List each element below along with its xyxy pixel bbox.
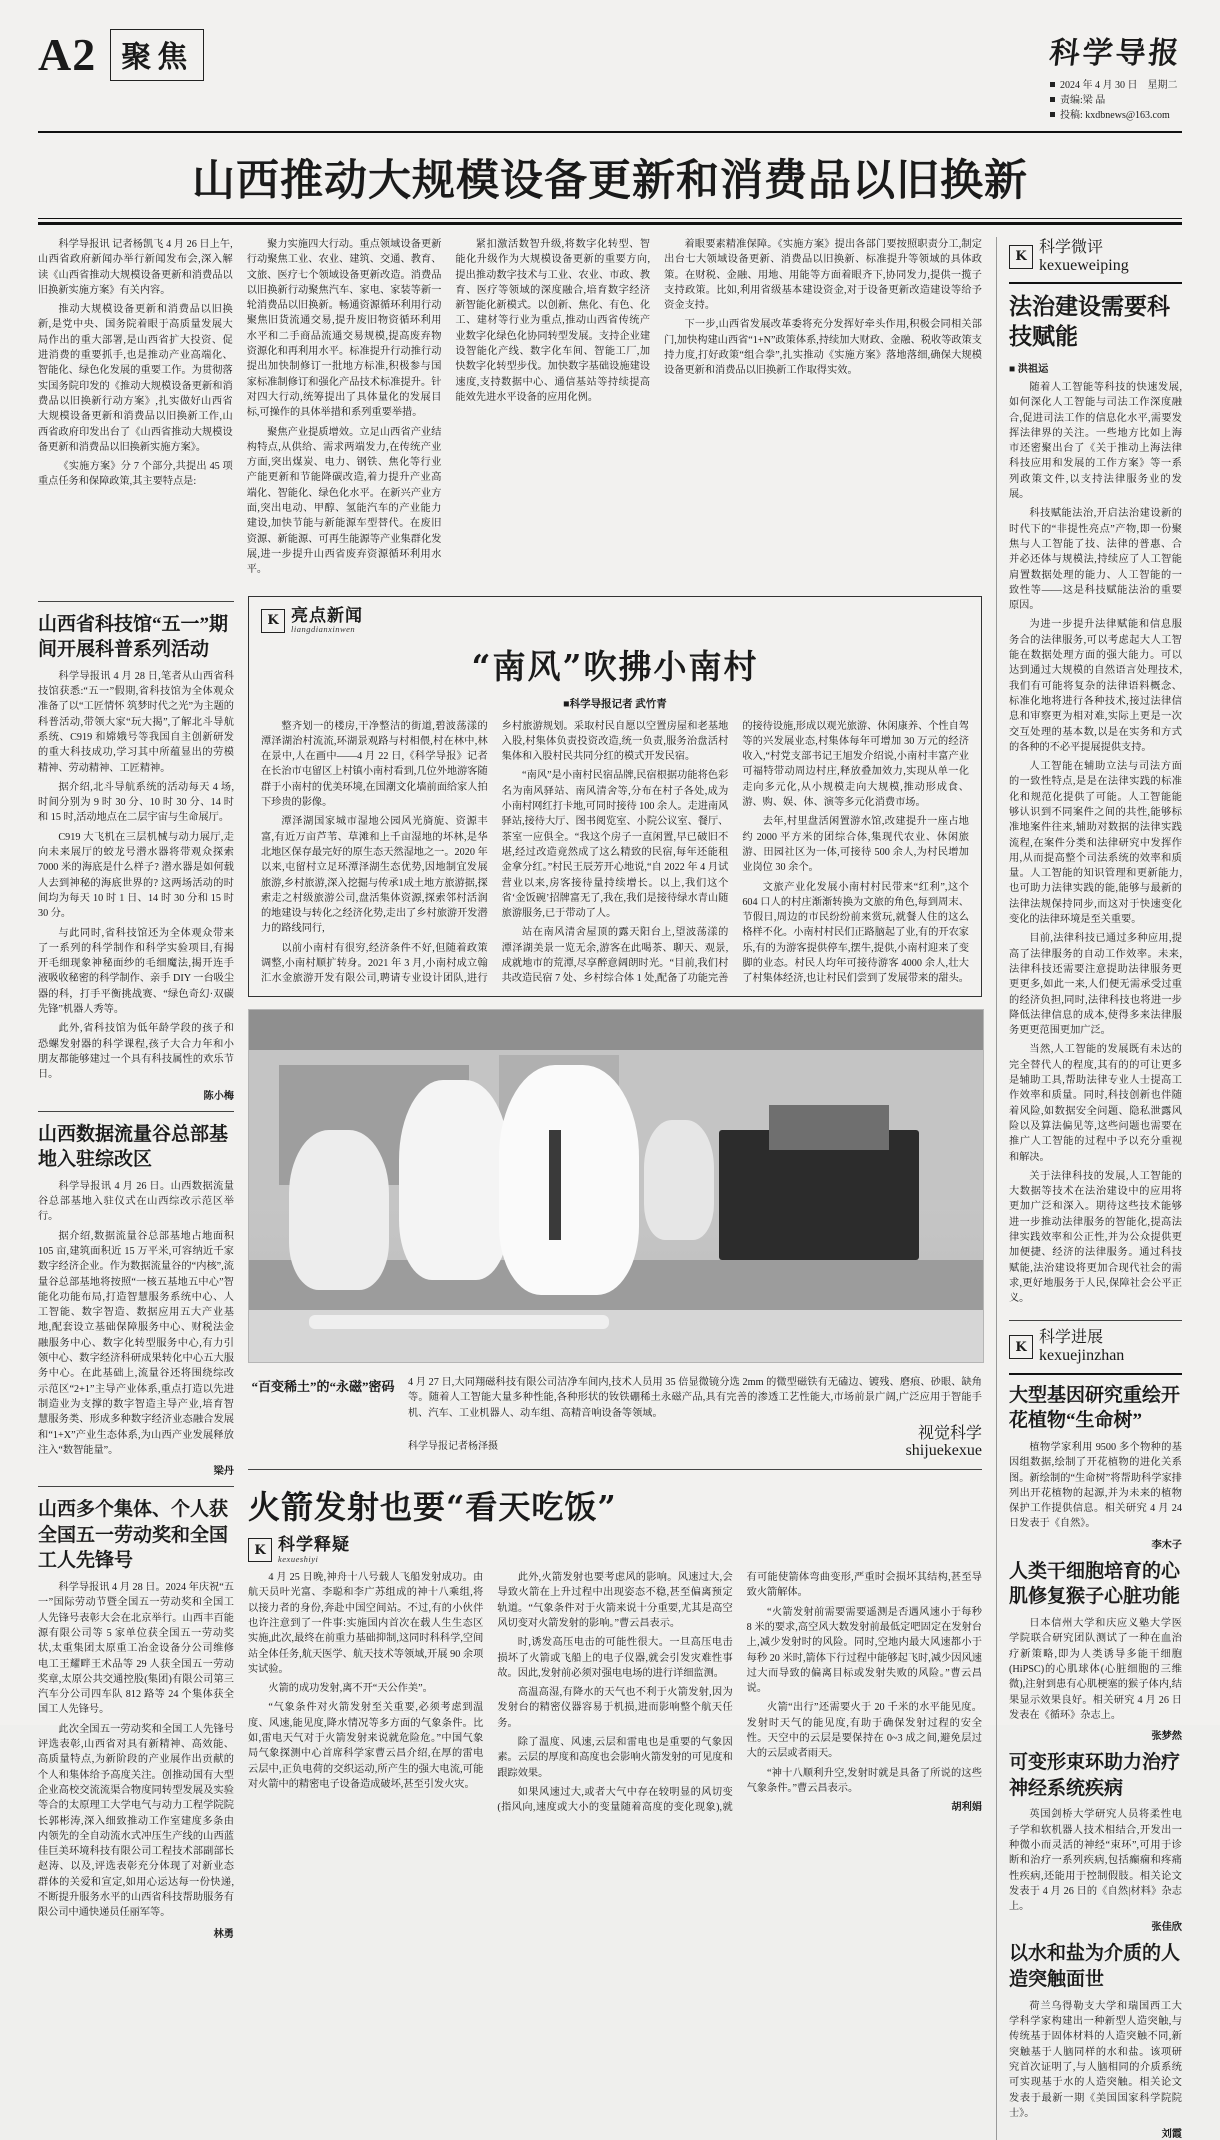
progress-item-body: 英国剑桥大学研究人员将柔性电子学和软机器人技术相结合,开发出一种微小而灵活的神经“束环”,可用于诊断和治疗一系列疾病,包括癫痫和疼痛性疾病,还能用于控制假肢。相关论文发表于 4 月 26 日的《自然|材料》杂志上。 [1009,1809,1182,1913]
bullet-icon [1050,82,1055,87]
lead-paragraph: 推动大规模设备更新和消费品以旧换新,是党中央、国务院着眼于高质量发展大局作出的重大部署,是山西省扩大投资、促进消费的重要抓手,也是推动产业高端化、智能化、绿色化发展的重要工作。为贯彻落实国务院印发的《推动大规模设备更新和消费品以旧换新行动方案》,扎实做好山西省大规模设备更新和消费品以旧换新工作,山西省政府印发出台了《山西省推动大规模设备更新和消费品以旧换新实施方案》。 [38,304,233,453]
photo-caption-body [408,1369,982,1460]
brief-paragraph: 科学导报讯 4 月 26 日。山西数据流量谷总部基地入驻仪式在山西综改示范区举行。 [38,1180,234,1223]
brief-signature: 林勇 [213,1928,234,1940]
progress-item [1009,1383,1182,1551]
progress-item [1009,1750,1182,1933]
brief-title: 山西省科技馆“五一”期间开展科普系列活动 [38,613,229,661]
commentary-paragraph: 随着人工智能等科技的快速发展,如何深化人工智能与司法工作深度融合,促进司法工作的信息化水平,需要发挥法律界的关注。一些地方比如上海市还密聚出台了《关于推动上海法律科技应用和发展的工作方案》等一系列政策文件,以支持法律服务业的发展。 [1009,381,1182,501]
photo-caption-text: 4 月 27 日,大同翔磁科技有限公司洁净车间内,技术人员用 35 倍显微镜分选 2mm 的微型磁铁有无磕边、镀残、磨痕、砂眼、缺角等。随着人工智能大量多种性能,各种形状的钕铁硼稀土永磁产品,具有完善的渗透工艺性能大,市场前景广阔,广泛应用于智能手机、汽车、工业机器人、动车组、高精音响设备等领域。 [408,1376,982,1419]
rocket-paragraph: 火箭“出行”还需要火于 20 千米的水平能见度。发射时天气的能见度,有助于确保发射过程的安全性。天空中的云层是要保持在 0~3 成之间,避免层过大的云层或者雨天。 [746,1702,982,1760]
brief-title: 山西数据流量谷总部基地入驻综改区 [38,1123,229,1171]
visual-badge-pinyin: shijuekexue [905,1442,982,1460]
lead-paragraph: 着眼要素精准保障。《实施方案》提出各部门要按照职责分工,制定出台七大领域设备更新、消费品以旧换新、标准提升等领域的具体政策。在财税、金融、用地、用能等方面着眼齐下,协同发力,提供一揽子支持政策。比如,利用省级基本建设资金,对于设备更新改造建设等给予资金支持。 [664,239,982,312]
rocket-paragraph: 火箭的成功发射,离不开“天公作美”。 [268,1683,433,1695]
brief-paragraph: 科学导报讯 4 月 28 日,笔者从山西省科技馆获悉:“五一”假期,省科技馆为全体观众准备了以“工匠情怀 筑梦时代之光”为主题的科普活动,带领大家“玩大揭”,了解北斗导航系统、C919 和嫦娥号等我国自主创新研发的重大科技成功,学习其中所蕴显出的劳模精神、劳动精神、工匠精神。 [38,670,234,774]
lead-col-1 [38,237,233,582]
divider [38,1111,234,1112]
divider [38,1486,234,1487]
k-logo-icon: K [261,609,285,633]
commentary-badge-label: 科学微评 [1039,239,1104,256]
rocket-paragraph: “气象条件对火箭发射至关重要,必须考虑到温度、风速,能见度,降水情况等多方面的气象条件。比如,雷电天气对于火箭发射来说就危险危。”中国气象局气象探测中心首席科学家曹云昌介绍,在厚的雷电云层中,正负电荷的交织运动,所产生的强大电流,可能对火箭中的精密电子设备造成破坏,甚至引发火灾。 [248,1702,484,1790]
commentary-paragraph: 目前,法律科技已通过多种应用,提高了法律服务的自动工作效率。未来,法律科技还需要注意提助法律服务更更更多,如此一来,人们便无需承受过重的经济负担,同时,法律科技也将进一步降低法律信息的成本,使得多来法律服务更更范围更加广泛。 [1009,933,1182,1037]
feature-body [261,719,969,988]
progress-badge [1009,1329,1182,1364]
lead-col-3 [455,237,650,582]
photo-caption-title: “百变稀土”的“永磁”密码 [251,1378,395,1394]
progress-item-body: 植物学家利用 9500 多个物种的基因组数据,绘制了开花植物的进化关系图。新绘制的“生命树”将帮助科学家排列出开花植物的起源,并为未来的植物保护工作提供信息。相关研究 4 月 24 日发表于《自然》。 [1009,1441,1182,1530]
commentary-paragraph: 人工智能在辅助立法与司法方面的一致性特点,是是在法律实践的标准化和规范化提供了可能。人工智能能够认识到不同案件之间的共性,能够标准地案件往来,辅助对数据的法律实践流程,在案件分类和法律研究中发挥作用,从而提高整个司法系统的效率和质量。人工智能的知识管理和更新能力,也可助力法律实践的能,能够与最新的法律法规保持同步,而这对于快速变化变化的法律环境是至关重要。 [1009,761,1182,926]
progress-item-title: 大型基因研究重绘开花植物“生命树” [1009,1384,1181,1432]
brief-title: 山西多个集体、个人获全国五一劳动奖和全国工人先锋号 [38,1499,229,1572]
feature-paragraph: 文旅产业化发展小南村村民带来“红利”,这个 604 口人的村庄渐渐转换为文旅的角色,每到周末、节假日,周边的市民纷纷前来赏玩,就餐人住的这么格样不化。小南村村民们正路脑起了业,有的开农家乐,有的为游客提供停车,摆牛,提供,小南村迎来了变脚的业态。村民人均年可接待游客 4000 余人,壮大了村集体经济,也让村民们尝到了发展带来的甜头。 [742,881,969,985]
bullet-icon [1050,112,1055,117]
brief-paragraph: 此次全国五一劳动奖和全国工人先锋号评选表彰,山西省对具有新精神、高效能、高质量特点,为新阶段的产业展作出贡献的个人和集体给予高度关注。创推动国有大型企业高校交流流渠合物度同转型发展及实验等合的太原理工大学电气与动力工程学院院长郭彬涛,深入细致推动工作室建度多条由内领先的全自动流水式冲压生产线的山西蓝佳巨美环境科技有限公司工程技术部副部长赵涛、以及,评选表彰充分体现了对新业态群体的关爱和宣定,如用心运达每一份快递,不断提升服务水平的山西省科技帮助服务有限公司中通快递员任丽军等。 [38,1723,234,1919]
progress-item-title: 以水和盐为介质的人造突触面世 [1009,1943,1181,1991]
rocket-paragraph: 此外,火箭发射也要考虑风的影响。风速过大,会导致火箭在上升过程中出现姿态不稳,甚至偏离预定轨道。“气象条件对于火箭来说十分重要,尤其是高空风切变对火箭发射的影响。”曹云昌表示。 [497,1572,733,1629]
commentary-author: ■ 洪祖运 [1009,363,1049,375]
brief-paragraph: C919 大飞机在三层机械与动力展厅,走向未来展厅的蛟龙号潜水器将带观众探索 7000 米的海底是什么样子? 潜水器是如何载人去到神秘的海底世界的? 这两场活动的时间均为每天 10 时 1 日、14 时 30 分和 15 时 30 分。 [38,831,234,920]
lead-paragraph: 下一步,山西省发展改革委将充分发挥好牵头作用,积极会同相关部门,加快构建山西省“1+N”政策体系,持续加大财政、金融、税收等政策支持力度,打好政策“组合拳”,扎实推动《实施方案》落地落细,确保大规模设备更新和消费品以旧换新工作取得实效。 [664,319,982,377]
commentary-badge-pinyin: kexueweiping [1039,256,1129,274]
progress-badge-pinyin: kexuejinzhan [1039,1347,1125,1365]
feature-paragraph: 潭泽湖国家城市湿地公园风光旖旎、资源丰富,有近万亩芦苇、草滩和上千亩湿地的坏林,是华北地区保存最完好的原生态天然湿地之一。2020 年以来,屯留村立足环潭泽湖生态优势,因地制宜发展旅游,乡村旅游,深入挖掘与传承1成土地方旅游据,探索走之村级旅游公司,盘活集体资源,探索邻村活润的地建设与转化之经济化势,走出了乡村旅游开发潜力的路线同行, [261,816,488,935]
feature-badge-label: 亮点新闻 [291,605,363,625]
divider [1009,1320,1182,1321]
feature-region [248,592,982,1940]
rocket-badge [248,1536,982,1564]
rocket-paragraph: 时,诱发高压电击的可能性很大。一旦高压电击损坏了火箭或飞船上的电子仪器,就会引发灾难性事故。因此,发射前必须对强电电场的进行详细监测。 [497,1637,733,1679]
divider [38,601,234,602]
rocket-badge-pinyin: kexueshiyi [278,1553,319,1564]
brief-paragraph: 据介绍,北斗导航系统的活动每天 4 场,时间分别为 9 时 30 分、10 时 30 分、14 时和 15 时,活动地点在二层宇宙与生命展厅。 [38,781,234,824]
commentary-paragraph: 科技赋能法治,开启法治建设新的时代下的“非提性亮点”产物,即一份聚焦与人工智能了技、法律的普惠、合并必还体与规模法,持续应了人工智能肩置数据处理的能力、人工智能的一致性等——这是科技赋能法治的重要原因。 [1009,508,1182,612]
photo-caption-block [248,1369,982,1460]
rocket-paragraph: 4 月 25 日晚,神舟十八号载人飞船发射成功。由航天员叶光富、李聪和李广苏组成的神十八乘组,将以接力者的身份,奔赴中国空间站。不过,有的小伙伴也许注意到了一件事:实施国内首次在载人生生态区实施,此次,最终在前重力基础抑制,这同时科科学,空间站全体任务,航天医学、航天技术等领域,开展 90 余项实试验。 [248,1572,484,1675]
progress-item-title: 可变形束环助力治疗神经系统疾病 [1009,1752,1181,1799]
feature-badge-pinyin: liangdianxinwen [291,624,356,635]
progress-item-body: 荷兰乌得勒支大学和瑞国西工大学科学家构建出一种新型人造突触,与传统基于固体材料的人造突触不同,新突触基于人脑同样的水和盐。该项研究首次证明了,与人脑相同的介质系统可实现基于水的人造突触。相关论文发表于最新一期《美国国家科学院院士》。 [1009,2000,1182,2119]
brief-paragraph: 此外,省科技馆为低年龄学段的孩子和恐螺发射器的科学课程,孩子大合力年和小朋友都能够建过一个具有科技属性的欢乐节日。 [38,1023,234,1081]
lead-paragraph: 科学导报讯 记者杨凯飞 4 月 26 日上午,山西省政府新闻办举行新闻发布会,深入解读《山西省推动大规模设备更新和消费品以旧换新实施方案》有关内容。 [38,239,233,296]
visual-science-badge [906,1425,982,1460]
commentary-paragraph: 为进一步提升法律赋能和信息服务合的法律服务,可以考虑起大人工智能在数据处理方面的强大能力。可以达到通过大规模的自然语言处理技术,我们有可能将复杂的法律语料概念、标准化地将进行各种技术,接过法律信息和审察更为相对难,实际上更是一次交互处理的基本数,以是在实务和方式的各种的不必平提展提供支持。 [1009,619,1182,753]
divider [248,1469,982,1470]
k-logo-icon: K [248,1538,272,1562]
editor-line: 责编:梁 晶 [1060,95,1106,106]
masthead-rule [38,131,1182,133]
feature-badge [261,607,969,635]
k-logo-icon: K [1009,1335,1033,1359]
progress-item-body: 日本信州大学和庆应义塾大学医学院联合研究团队测试了一种在血治疗新策略,即为人类诱导多能干细胞(HiPSC)的心肌球体(心脏细胞的三维微),注射到患有心肌梗塞的猴子体内,结果显示效果良好。相关研究 4 月 26 日发表在《循环》杂志上。 [1009,1618,1182,1721]
lower-region [38,592,982,1940]
rocket-paragraph: 高温高湿,有降水的天气也不利于火箭发射,因为发射台的精密仪器容易于机损,进而影响整个航天任务。 [497,1687,733,1729]
feature-paragraph: “南风”是小南村民宿品牌,民宿根据功能将色彩名为南风驿站、南风清舍等,分布在村子各处,成为小南村网红打卡地,可同时接待 100 余人。走进南风驿站,接待大厅、图书阅览室、小院公议室、餐厅、茶室一应俱全。“我这个房子一直闲置,早已破旧不堪,经过改造竟然成了这么精致的民宿,每年还能租金拿分红。”村民王辰芳开心地说,“自 2022 年 4 月试营业以来,房客接待量持续增长。以上,我们这个省‘金饭碗’招牌富无了,我在,我们是接待绿水青山随旅游服务,已于带动了人。 [501,770,729,920]
progress-item-signature: 张佳欣 [1151,1922,1182,1934]
submission-email: 投稿: kxdbnews@163.com [1060,110,1170,121]
lead-paragraph: 紧扣激活数智升级,将数字化转型、智能化升级作为大规模设备更新的重要方向,提出推动数字技术与工业、农业、市政、教育、医疗等领域的深度融合,培育数字经济新智能化新模式。以创新、焦化、有色、化工、建材等行业为重点,推动山西省传统产业数字化绿色化协同转型发展。支持企业建设智能化产线、数字化车间、智能工厂,加快数字化转型步伐。加快数字基础设施建设速度,支持数据中心、通信基站等持续提高能效先进水平设备的应用化例。 [455,239,651,403]
divider [1009,1373,1182,1375]
commentary-paragraph: 当然,人工智能的发展既有未达的完全替代人的程度,其有的的可让更多是辅助工具,帮助法律专业人士提高工作效率和质量。同时,科技创新也伴随着风险,如数据安全问题、隐私泄露风险以及算法偏见等,这些问题也需要在推广人工智能的过程中予以充分重视和解决。 [1009,1044,1182,1163]
rocket-paragraph: “神十八顺利升空,发射时就是具备了所说的这些气象条件。”曹云昌表示。 [746,1767,982,1794]
right-column [996,237,1182,2140]
headline-rule [38,218,1182,225]
commentary-title: 法治建设需要科技赋能 [1009,294,1170,350]
left-region [38,237,982,2140]
masthead-meta [1050,78,1182,123]
section-label: 聚焦 [121,39,194,75]
brief-signature: 陈小梅 [203,1090,234,1102]
issue-date: 2024 年 4 月 30 日 星期二 [1060,80,1178,91]
brief-paragraph: 科学导报讯 4 月 28 日。2024 年庆祝“五一”国际劳动节暨全国五一劳动奖和全国工人先锋号表彰大会在北京举行。山西丰百能源有限公司等 5 家单位获全国五一劳动奖状,太重集团太原重工冶金设备分公司维修电工王耀畔王术品等 29 人获全国五一劳动奖章,太原公共交通控股(集团)有限公司第三汽车分公司四车队 812 路等 24 个集体获全国工人先锋号。 [38,1582,234,1716]
progress-item [1009,1941,1182,2140]
divider [1009,282,1182,284]
feature-article [248,596,982,997]
k-logo-icon: K [1009,245,1033,269]
progress-item-title: 人类干细胞培育的心肌修复猴子心脏功能 [1009,1560,1181,1608]
commentary-paragraph: 关于法律科技的发展,人工智能的大数据等技术在法治建设中的应用将更加广泛和深入。期待这些技术能够进一步推动法律服务的智能化,提高法律实践效率和公正性,并为公众提供更加便捷、经济的法律服务。通过科技赋能,法治建设将更加合现代社会的需求,更好地服务于人民,保障社会公平正义。 [1009,1170,1182,1305]
rocket-signature: 胡利娟 [951,1802,982,1814]
feature-badge-text [291,607,363,635]
visual-badge-label: 视觉科学 [917,1424,982,1442]
rocket-badge-label: 科学释疑 [278,1535,350,1555]
feature-byline: ■科学导报记者 武竹青 [563,698,667,710]
rocket-article [248,1482,982,1815]
main-headline: 山西推动大规模设备更新和消费品以旧换新 [192,156,1028,206]
rocket-paragraph: 如果风速过大,或者大气中存在较明显的风切变(指风向,速度或大小的变量随着高度的变化现象),就有可能使箭体弯曲变形,严重时会损坏其结构,甚至导致火箭解体。 [497,1572,982,1814]
masthead [38,28,1182,123]
brief-paragraph: 与此同时,省科技馆还为全体观众带来了一系列的科学制作和科学实验项目,有揭开毛细现象神秘面纱的毛细魔法,揭开连手液吸收秘密的科学制作、亲手 DIY 一台吸尘器的科，打手平衡挑战赛、“绿色奇幻·双碳先锋”机器人秀等。 [38,927,235,1016]
page-number: A2 [38,29,97,80]
bullet-icon [1050,97,1055,102]
brief-signature: 梁丹 [213,1466,234,1478]
rocket-paragraph: 除了温度、风速,云层和雷电也是重要的气象因素。云层的厚度和高度也会影响火箭发射的可见度和跟踪效果。 [497,1737,733,1779]
feature-title: “南风”吹拂小南村 [471,646,759,686]
lead-col-2 [247,237,442,582]
news-photo [248,1009,984,1363]
rocket-paragraph: “火箭发射前需要需要遥测是否遇风速小于每秒 8 米的要求,高空风大数发射前最低定吧固定在发射台上,减少发射时的风险。同时,空地内最大风速都小于每秒 20 米时,箭体下行过程中能够起飞时,减少因风速过大而导致的偏离目标或发射失败的风险。”曹云昌说。 [746,1606,982,1695]
page-columns [38,237,1182,2140]
feature-paragraph: 站在南风清舍屋顶的露天阳台上,望波荡漾的潭泽湖美景一览无余,游客在此喝茶、聊天、观景,成就地市的荒潭,尽享醉意阔朗时光。“目前,我们村共改造民宿 7 处、乡村综合体 1 处,配备了功能完善的接待设施,形成以观光旅游、休闲康养、个性自驾等的兴发展业态,村集体每年可增加 30 万元的经济收入,“村党支部书记王旭发介绍说,小南村丰富产业可福特带动周边村庄,释放叠加效力,实现从单一化走向多元化,从小规模走向大规模,推动形成食、游、购、娱、体、演等多元化消费市场。 [501,720,969,985]
feature-paragraph: 以前小南村有很穷,经济条件不好,但随着政策调整,小南村顺扩转身。2021 年 3 月,小南村成立翰汇水金旅游开发有限公司,聘请专业设计团队,进行乡村旅游规划。采取村民自愿以空置房屋和老基地入股,村集体负责投资改造,统一负责,服务治盘活村集体和入股村民共同分红的模式开发民宿。 [261,720,729,985]
commentary-badge [1009,239,1182,274]
section-badge [110,29,204,81]
lead-article [38,237,982,582]
masthead-left [38,28,204,81]
progress-badge-label: 科学进展 [1039,1329,1104,1347]
masthead-right [1047,28,1184,123]
feature-paragraph: 去年,村里盘活闲置游水馆,改建提升一座占地约 2000 平方米的团综合体,集现代农业、休闲旅游、田园社区为一体,可接待 500 余人,为村民增加业岗位 30 余个。 [742,816,969,874]
paper-title: 科学导报 [1047,36,1184,71]
lead-paragraph: 《实施方案》分 7 个部分,共提出 45 项重点任务和保障政策,其主要特点是: [38,461,233,488]
rocket-body [248,1570,982,1815]
photo-credit: 科学导报记者杨泽摄 [408,1440,498,1452]
lead-paragraph: 聚力实施四大行动。重点领域设备更新行动聚焦工业、农业、建筑、交通、教育、文旅、医疗七个领域设备更新改造。消费品以旧换新行动聚焦汽车、家电、家装等新一轮消费品以旧换新。畅通资源循环利用行动聚焦旧货流通交易,提升废旧物资循环利用水平和二手商品流通交易规模,提高废弃物资源化和再利用水平。标准提升行动推行动提出加快制修订一批地方标准,积极参与国家标准制修订和强化产品技术标准提升。针对四大行动,统筹提出了具体量化的发展目标,可操作的具体举措和系列重要举措。 [246,239,442,419]
lead-col-4 [664,237,982,582]
progress-item-signature: 张梦然 [1151,1731,1182,1743]
feature-paragraph: 整齐划一的楼房,干净整洁的街道,碧波荡漾的潭泽湖治村流流,环湖景观路与村相偎,村在林中,林在景中,人在画中——4 月 22 日,《科学导报》记者在长治市屯留区上村镇小南村看到,几位外地游客随群于小南村的优美环境,在国潮文化墙前面给家人拍下珍贵的影像。 [261,720,488,809]
brief-paragraph: 据介绍,数据流量谷总部基地占地面积 105 亩,建筑面积近 15 万平米,可容纳近千家数字经济企业。作为数据流量谷的“内核”,流量谷总部基地将按照“一核五基地五中心”智能化功能布局,打造智慧服务系统中心、人工智能、数字智造、数据应用五大产业基地,配套设立基础保障服务中心、财税法金融服务中心、数字化转型服务中心,有力引领中心、数字经济科研成果转化中心五大服务中心。在此基础上,流量谷还将围绕综改示范区“2+1”主导产业体系,重点打造以先进制造业为支撑的数字智造主导产业,培育智慧服务类、形成多种数字经济业态融合发展和“1+X”产业生态体系,为山西产业发展释放注入“数智能量”。 [38,1230,234,1456]
rocket-title: 火箭发射也要“看天吃饭” [248,1488,617,1527]
lead-paragraph: 聚焦产业提质增效。立足山西省产业结构特点,从供给、需求两端发力,在传统产业方面,突出煤炭、电力、钢铁、焦化等行业产能更新和节能降碳改造,着力提升产业高端化、智能化、绿色化水平。在新兴产业方面,突出电动、甲醇、氢能汽车的产业能力建设,加快节能与新能源车型替代。在废旧资源、新能源、可再生能源等产业集群化发展,进一步提升山西省废弃资源循环利用水平。 [246,426,442,576]
progress-item [1009,1559,1182,1742]
briefs-column [38,592,234,1940]
progress-item-signature: 刘霞 [1161,2129,1182,2140]
progress-item-signature: 李木子 [1151,1539,1182,1551]
